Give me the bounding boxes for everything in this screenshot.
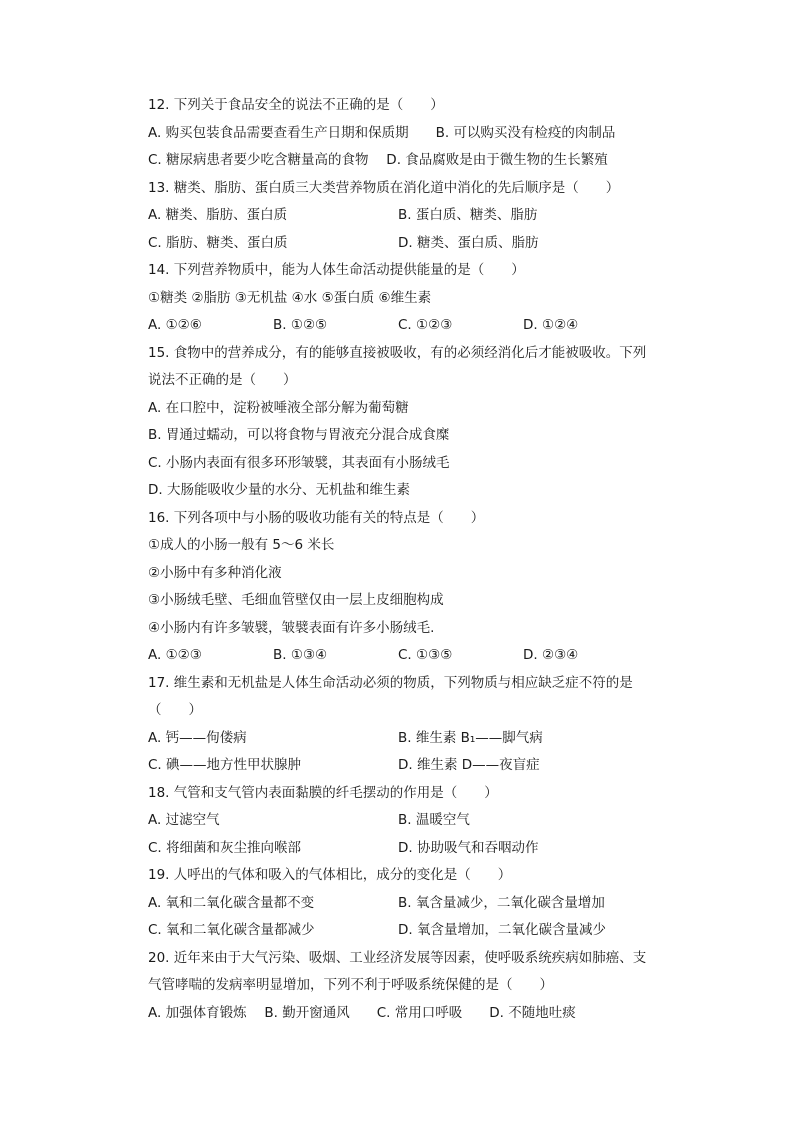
question-19-option-c: C. 氧和二氧化碳含量都减少 <box>148 922 315 938</box>
question-20-stem-cont: 气管哮喘的发病率明显增加，下列不利于呼吸系统保健的是（ ） <box>148 977 553 993</box>
question-16-item-3: ③小肠绒毛壁、毛细血管壁仅由一层上皮细胞构成 <box>148 592 444 608</box>
question-19-option-d: D. 氧含量增加，二氧化碳含量减少 <box>398 922 606 938</box>
question-17-option-b: B. 维生素 B₁——脚气病 <box>398 729 543 746</box>
question-18-stem: 18. 气管和支气管内表面黏膜的纤毛摆动的作用是（ ） <box>148 784 498 801</box>
question-19-stem: 19. 人呼出的气体和吸入的气体相比，成分的变化是（ ） <box>148 867 512 883</box>
question-14-option-c: C. ①②③ <box>398 317 453 333</box>
exam-page <box>148 92 688 1027</box>
question-15-option-d: D. 大肠能吸收少量的水分、无机盐和维生素 <box>148 482 410 498</box>
question-16-item-4: ④小肠内有许多皱襞，皱襞表面有许多小肠绒毛. <box>148 619 435 636</box>
question-16-stem: 16. 下列各项中与小肠的吸收功能有关的特点是（ ） <box>148 509 485 526</box>
question-14-option-b: B. ①②⑤ <box>273 317 328 333</box>
question-17-options-row1 <box>148 725 688 753</box>
question-15-option-b: B. 胃通过蠕动，可以将食物与胃液充分混合成食糜 <box>148 427 450 443</box>
question-13-option-b: B. 蛋白质、糖类、脂肪 <box>398 207 538 223</box>
question-15-stem-cont: 说法不正确的是（ ） <box>148 372 297 388</box>
question-17-option-c: C. 碘——地方性甲状腺肿 <box>148 757 302 773</box>
question-13-option-c: C. 脂肪、糖类、蛋白质 <box>148 234 288 251</box>
question-18-options-row1 <box>148 807 688 835</box>
question-17-option-a: A. 钙——佝偻病 <box>148 729 247 746</box>
question-19-options-row1 <box>148 890 688 918</box>
question-20-stem: 20. 近年来由于大气污染、吸烟、工业经济发展等因素，使呼吸系统疾病如肺癌、支 <box>148 949 647 966</box>
question-18-option-b: B. 温暖空气 <box>398 812 470 828</box>
question-14-items: ①糖类 ②脂肪 ③无机盐 ④水 ⑤蛋白质 ⑥维生素 <box>148 289 432 306</box>
question-15-option-a: A. 在口腔中，淀粉被唾液全部分解为葡萄糖 <box>148 399 409 416</box>
question-17-stem: 17. 维生素和无机盐是人体生命活动必须的物质，下列物质与相应缺乏症不符的是 <box>148 674 633 691</box>
question-13-stem: 13. 糖类、脂肪、蛋白质三大类营养物质在消化道中消化的先后顺序是（ ） <box>148 179 620 196</box>
question-20-options: A. 加强体育锻炼 B. 勤开窗通风 C. 常用口呼吸 D. 不随地吐痰 <box>148 1004 576 1021</box>
question-18-option-c: C. 将细菌和灰尘推向喉部 <box>148 839 302 856</box>
question-16-item-1: ①成人的小肠一般有 5～6 米长 <box>148 537 335 553</box>
question-19-option-a: A. 氧和二氧化碳含量都不变 <box>148 894 315 911</box>
question-19-options-row2 <box>148 917 688 945</box>
question-12-stem: 12. 下列关于食品安全的说法不正确的是（ ） <box>148 97 444 113</box>
question-14-stem: 14. 下列营养物质中，能为人体生命活动提供能量的是（ ） <box>148 262 525 278</box>
question-17-stem-cont: （ ） <box>148 702 202 718</box>
question-18-options-row2 <box>148 835 688 863</box>
question-16-options <box>148 642 688 670</box>
question-13-options-row1 <box>148 202 688 230</box>
question-12-options-cd: C. 糖尿病患者要少吃含糖量高的食物 D. 食品腐败是由于微生物的生长繁殖 <box>148 152 608 168</box>
question-16-item-2: ②小肠中有多种消化液 <box>148 564 282 581</box>
question-18-option-d: D. 协助吸气和吞咽动作 <box>398 839 539 856</box>
question-16-option-a: A. ①②③ <box>148 647 202 663</box>
question-19-option-b: B. 氧含量减少，二氧化碳含量增加 <box>398 894 605 911</box>
question-14-options <box>148 312 688 340</box>
question-17-options-row2 <box>148 752 688 780</box>
question-15-option-c: C. 小肠内表面有很多环形皱襞，其表面有小肠绒毛 <box>148 454 450 471</box>
question-13-option-d: D. 糖类、蛋白质、脂肪 <box>398 234 539 251</box>
question-13-option-a: A. 糖类、脂肪、蛋白质 <box>148 207 288 223</box>
question-16-option-d: D. ②③④ <box>523 647 579 663</box>
question-16-option-c: C. ①③⑤ <box>398 647 453 663</box>
question-16-option-b: B. ①③④ <box>273 647 328 663</box>
question-15-stem: 15. 食物中的营养成分，有的能够直接被吸收，有的必须经消化后才能被吸收。下列 <box>148 344 647 361</box>
question-13-options-row2 <box>148 230 688 258</box>
question-17-option-d: D. 维生素 D——夜盲症 <box>398 757 540 773</box>
question-14-option-d: D. ①②④ <box>523 317 579 333</box>
question-14-option-a: A. ①②⑥ <box>148 317 202 333</box>
question-18-option-a: A. 过滤空气 <box>148 812 220 828</box>
question-12-options-ab: A. 购买包装食品需要查看生产日期和保质期 B. 可以购买没有检疫的肉制品 <box>148 124 616 141</box>
